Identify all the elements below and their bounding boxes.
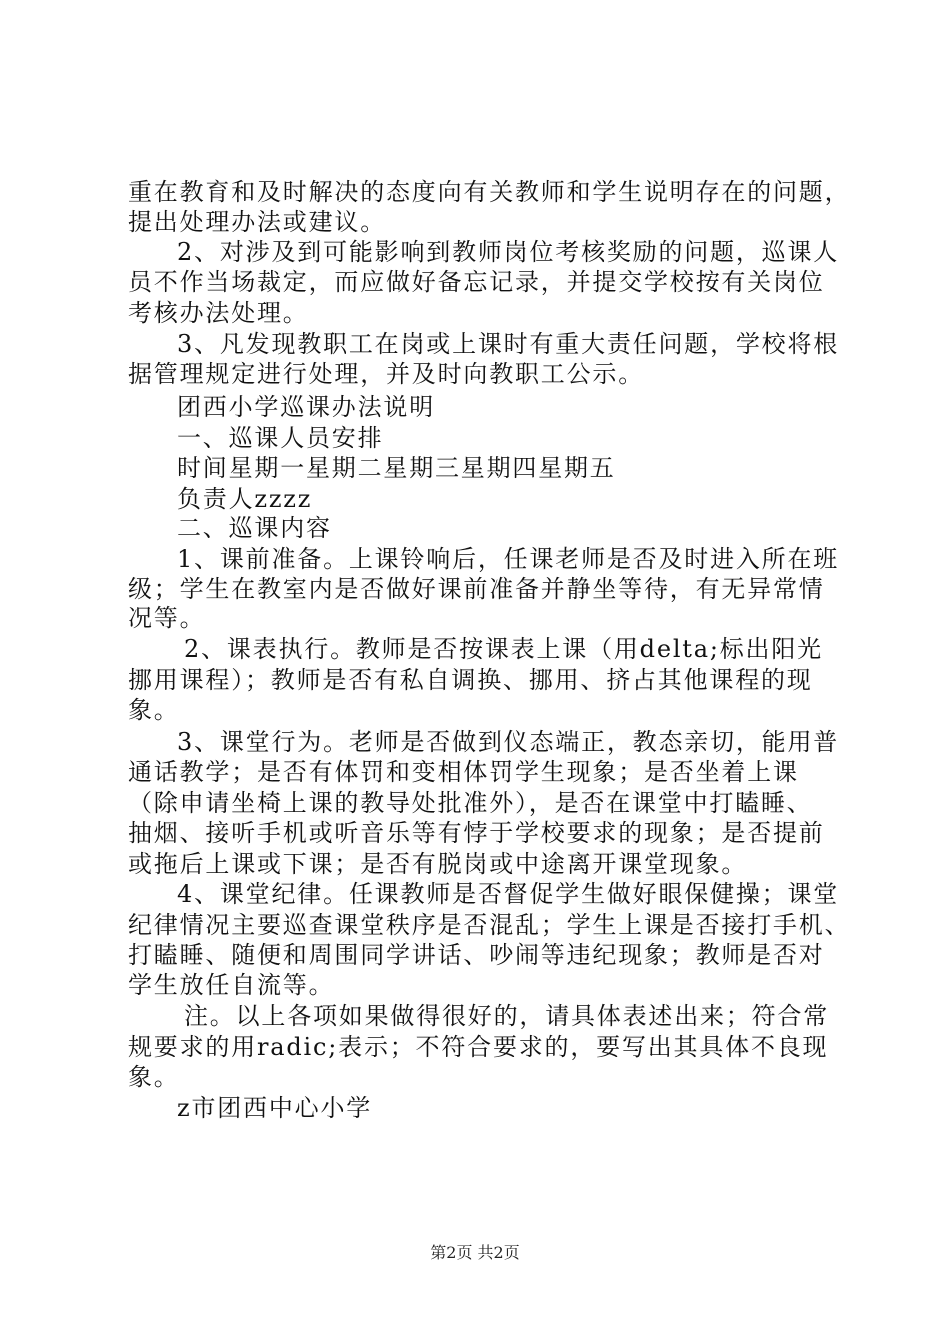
text-line: 2、课表执行。教师是否按课表上课（用delta;标出阳光 (184, 635, 823, 663)
section-heading: 二、巡课内容 (177, 514, 332, 542)
text-line: （除申请坐椅上课的教导处批准外），是否在课堂中打瞌睡、 (128, 789, 813, 817)
note-line: 象。 (128, 1063, 180, 1091)
text-line: 提出处理办法或建议。 (128, 208, 386, 236)
text-line: 负责人zzzz (177, 485, 313, 513)
signature-line: z市团西中心小学 (177, 1094, 373, 1122)
text-line: 况等。 (128, 604, 206, 632)
text-line: 据管理规定进行处理，并及时向教职工公示。 (128, 360, 644, 388)
text-line: 抽烟、接听手机或听音乐等有悖于学校要求的现象；是否提前 (128, 819, 825, 847)
text-line: 级；学生在教室内是否做好课前准备并静坐等待，有无异常情 (128, 575, 825, 603)
page-number-footer: 第2页 共2页 (430, 1243, 520, 1262)
text-line: 挪用课程）；教师是否有私自调换、挪用、挤占其他课程的现 (128, 666, 813, 694)
text-line: 重在教育和及时解决的态度向有关教师和学生说明存在的问题， (128, 178, 851, 206)
text-line: 4、课堂纪律。任课教师是否督促学生做好眼保健操；课堂 (177, 880, 840, 908)
text-line: 3、凡发现教职工在岗或上课时有重大责任问题，学校将根 (177, 330, 840, 358)
text-line: 象。 (128, 696, 180, 724)
text-line: 3、课堂行为。老师是否做到仪态端正，教态亲切，能用普 (177, 728, 840, 756)
text-line: 通话教学；是否有体罚和变相体罚学生现象；是否坐着上课 (128, 758, 799, 786)
text-line: 2、对涉及到可能影响到教师岗位考核奖励的问题，巡课人 (177, 238, 840, 266)
text-line: 或拖后上课或下课；是否有脱岗或中途离开课堂现象。 (128, 850, 748, 878)
section-heading: 一、巡课人员安排 (177, 424, 384, 452)
text-line: 员不作当场裁定，而应做好备忘记录，并提交学校按有关岗位 (128, 268, 825, 296)
text-line: 学生放任自流等。 (128, 971, 335, 999)
text-line: 打瞌睡、随便和周围同学讲话、吵闹等违纪现象；教师是否对 (128, 941, 825, 969)
note-line: 注。以上各项如果做得很好的，请具体表述出来；符合常 (184, 1002, 829, 1030)
text-line: 1、课前准备。上课铃响后，任课老师是否及时进入所在班 (177, 545, 840, 573)
text-line: 时间星期一星期二星期三星期四星期五 (177, 454, 616, 482)
text-line: 纪律情况主要巡查课堂秩序是否混乱；学生上课是否接打手机、 (128, 911, 851, 939)
text-line: 考核办法处理。 (128, 299, 309, 327)
section-title: 团西小学巡课办法说明 (177, 393, 435, 421)
note-line: 规要求的用radic;表示；不符合要求的，要写出其具体不良现 (128, 1033, 829, 1061)
